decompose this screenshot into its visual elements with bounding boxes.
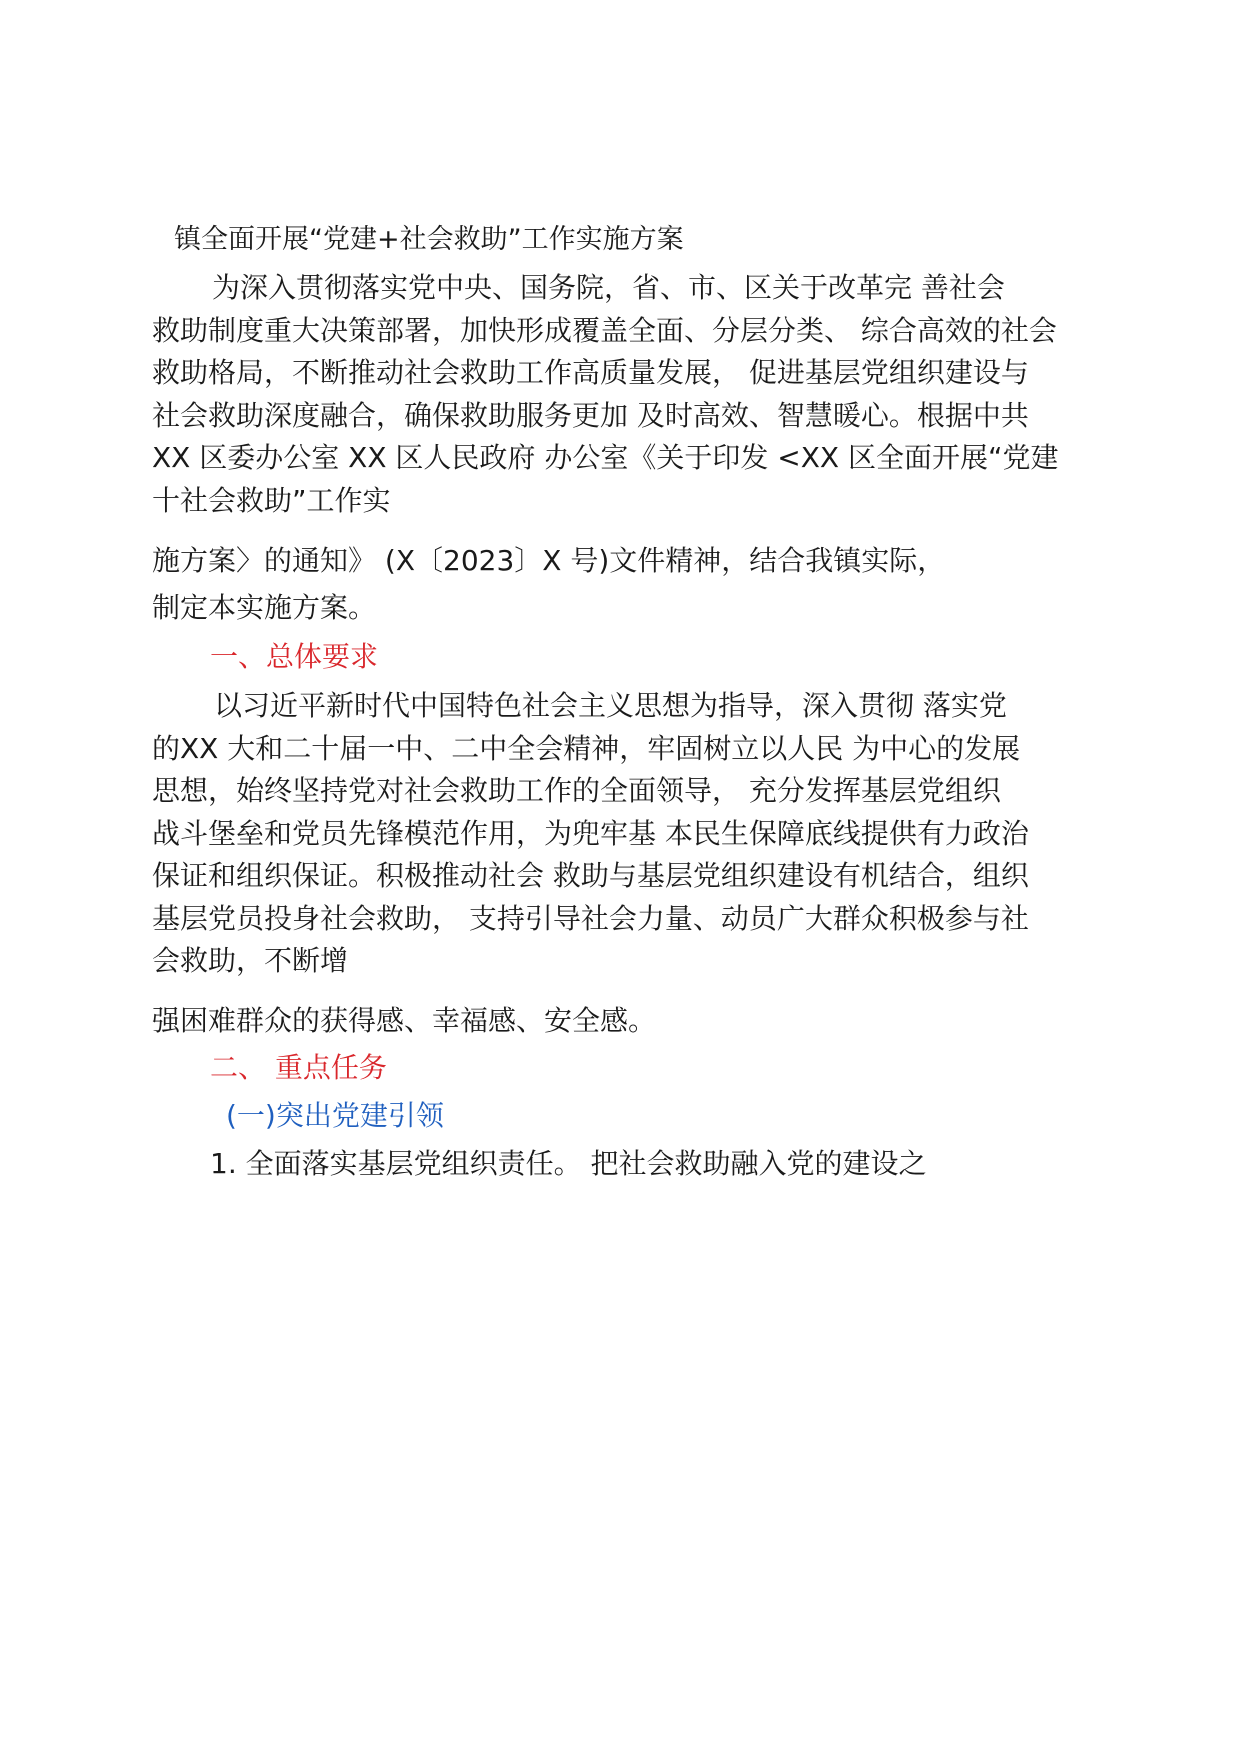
intro-line: 十社会救助”工作实 bbox=[152, 484, 391, 517]
section1-line: 的XX 大和二十届一中、二中全会精神，牢固树立以人民 为中心的发展 bbox=[152, 732, 1021, 765]
intro-line: 为深入贯彻落实党中央、国务院，省、市、区关于改革完 善社会 bbox=[212, 271, 1005, 304]
subheading-party-building: (一)突出党建引领 bbox=[226, 1099, 444, 1132]
intro-line: 救助格局，不断推动社会救助工作高质量发展， 促进基层党组织建设与 bbox=[152, 356, 1029, 389]
section1-line: 战斗堡垒和党员先锋模范作用，为兜牢基 本民生保障底线提供有力政治 bbox=[152, 817, 1029, 850]
section-heading-key-tasks: 二、 重点任务 bbox=[210, 1051, 387, 1084]
intro-line: 制定本实施方案。 bbox=[152, 591, 377, 624]
section-heading-general-requirements: 一、总体要求 bbox=[210, 640, 379, 673]
intro-line: 社会救助深度融合，确保救助服务更加 及时高效、智慧暖心。根据中共 bbox=[152, 399, 1029, 432]
intro-line: 施方案〉的通知》 (X〔2023〕X 号)文件精神，结合我镇实际， bbox=[152, 544, 946, 577]
document-title: 镇全面开展“党建+社会救助”工作实施方案 bbox=[174, 224, 684, 255]
task-item-1: 1. 全面落实基层党组织责任。 把社会救助融入党的建设之 bbox=[210, 1147, 927, 1180]
section1-line: 基层党员投身社会救助， 支持引导社会力量、动员广大群众积极参与社 bbox=[152, 902, 1029, 935]
intro-line: 救助制度重大决策部署，加快形成覆盖全面、分层分类、 综合高效的社会 bbox=[152, 314, 1057, 347]
section1-line: 以习近平新时代中国特色社会主义思想为指导，深入贯彻 落实党 bbox=[214, 689, 1007, 722]
section1-line: 强困难群众的获得感、幸福感、安全感。 bbox=[152, 1004, 657, 1037]
section1-line: 保证和组织保证。积极推动社会 救助与基层党组织建设有机结合，组织 bbox=[152, 859, 1029, 892]
intro-line: XX 区委办公室 XX 区人民政府 办公室《关于印发 <XX 区全面开展“党建 bbox=[152, 441, 1059, 474]
section1-line: 会救助，不断增 bbox=[152, 944, 349, 977]
section1-line: 思想，始终坚持党对社会救助工作的全面领导， 充分发挥基层党组织 bbox=[152, 774, 1001, 807]
